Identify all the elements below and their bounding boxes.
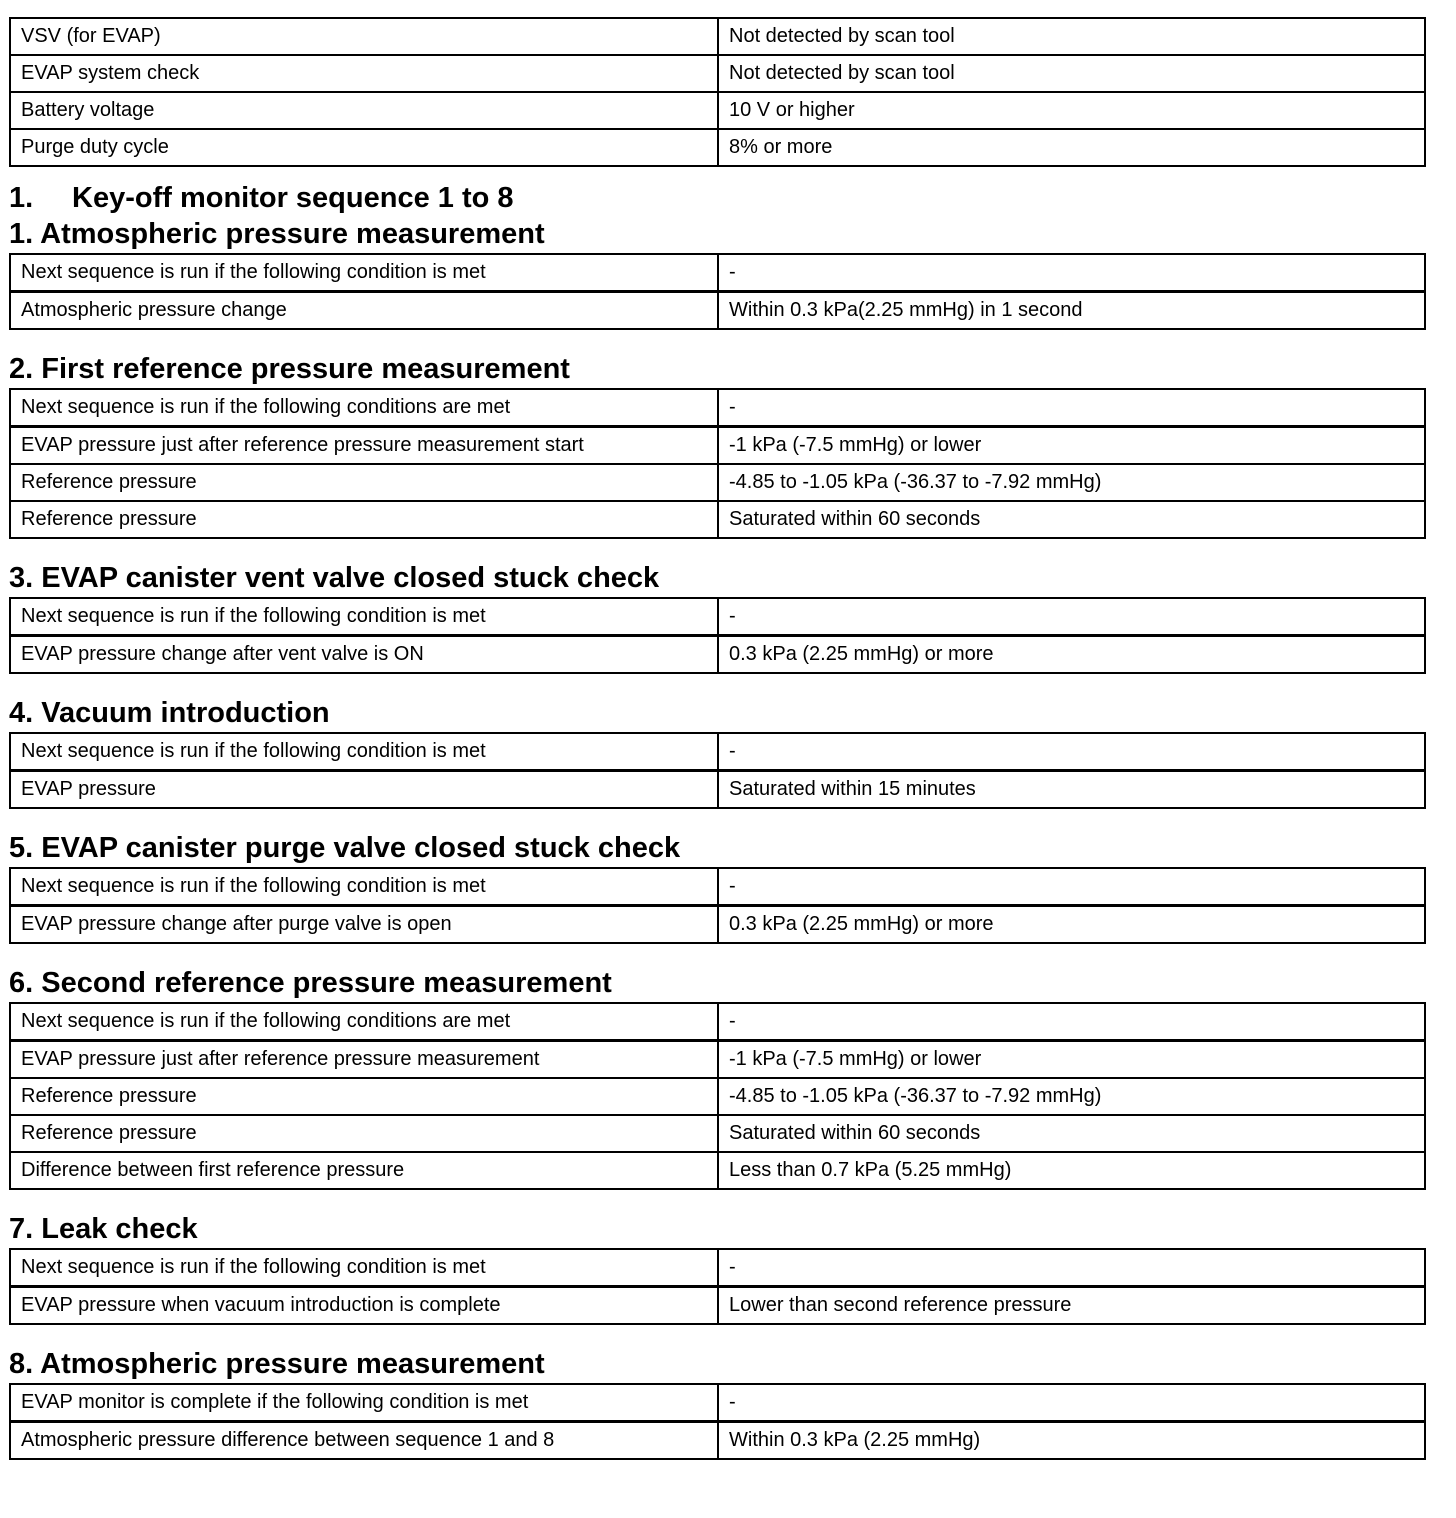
value-cell: Not detected by scan tool — [718, 55, 1425, 92]
value-cell: - — [718, 389, 1425, 427]
value-cell: Saturated within 15 minutes — [718, 771, 1425, 809]
condition-cell: EVAP system check — [10, 55, 718, 92]
condition-cell: Atmospheric pressure difference between sequence 1 and 8 — [10, 1422, 718, 1460]
table-row — [10, 771, 1425, 809]
value-cell: - — [718, 868, 1425, 906]
section-title: 3. EVAP canister vent valve closed stuck check — [9, 562, 660, 594]
section-title: 5. EVAP canister purge valve closed stuck check — [9, 832, 681, 864]
table-row — [10, 1422, 1425, 1460]
condition-cell: Reference pressure — [10, 1115, 718, 1152]
section-gap — [9, 1325, 1426, 1345]
table-row — [10, 1249, 1425, 1287]
value-cell: Less than 0.7 kPa (5.25 mmHg) — [718, 1152, 1425, 1189]
table-row — [10, 868, 1425, 906]
condition-cell: Reference pressure — [10, 501, 718, 538]
section-table — [9, 867, 1426, 944]
value-cell: - — [718, 598, 1425, 636]
condition-cell: EVAP pressure just after reference pressure measurement — [10, 1041, 718, 1079]
value-cell: -4.85 to -1.05 kPa (-36.37 to -7.92 mmHg) — [718, 1078, 1425, 1115]
section-title: 6. Second reference pressure measurement — [9, 967, 612, 999]
condition-cell: Battery voltage — [10, 92, 718, 129]
section-table — [9, 597, 1426, 674]
value-cell: - — [718, 254, 1425, 292]
condition-cell: EVAP pressure change after vent valve is ON — [10, 636, 718, 674]
section-table — [9, 253, 1426, 330]
section-table — [9, 1383, 1426, 1460]
value-cell: -4.85 to -1.05 kPa (-36.37 to -7.92 mmHg) — [718, 464, 1425, 501]
section-gap — [9, 539, 1426, 559]
section-table — [9, 732, 1426, 809]
conditions-table — [9, 17, 1426, 167]
value-cell: -1 kPa (-7.5 mmHg) or lower — [718, 1041, 1425, 1079]
main-heading-title: Key-off monitor sequence 1 to 8 — [72, 182, 514, 214]
table-row — [10, 1003, 1425, 1041]
table-row — [10, 733, 1425, 771]
section-title: 2. First reference pressure measurement — [9, 353, 570, 385]
table-row — [10, 92, 1425, 129]
condition-cell: Difference between first reference pressure — [10, 1152, 718, 1189]
value-cell: 10 V or higher — [718, 92, 1425, 129]
main-heading — [9, 181, 1426, 215]
condition-cell: Reference pressure — [10, 464, 718, 501]
condition-cell: EVAP pressure change after purge valve is open — [10, 906, 718, 944]
value-cell: - — [718, 1003, 1425, 1041]
value-cell: - — [718, 733, 1425, 771]
table-row — [10, 389, 1425, 427]
condition-cell: Next sequence is run if the following conditions are met — [10, 1003, 718, 1041]
section-title: 1. Atmospheric pressure measurement — [9, 218, 545, 250]
condition-cell: Reference pressure — [10, 1078, 718, 1115]
value-cell: - — [718, 1384, 1425, 1422]
condition-cell: Next sequence is run if the following condition is met — [10, 254, 718, 292]
main-heading-number: 1. — [9, 182, 34, 214]
table-row — [10, 1287, 1425, 1325]
section-table — [9, 1248, 1426, 1325]
section-gap — [9, 944, 1426, 964]
document-page — [9, 17, 1426, 1460]
section-title: 7. Leak check — [9, 1213, 198, 1245]
value-cell: - — [718, 1249, 1425, 1287]
table-row — [10, 598, 1425, 636]
table-row — [10, 636, 1425, 674]
condition-cell: EVAP pressure — [10, 771, 718, 809]
value-cell: Saturated within 60 seconds — [718, 501, 1425, 538]
value-cell: Not detected by scan tool — [718, 18, 1425, 55]
table-row — [10, 1115, 1425, 1152]
section-table — [9, 1002, 1426, 1190]
table-row — [10, 292, 1425, 330]
table-row — [10, 1041, 1425, 1079]
value-cell: 0.3 kPa (2.25 mmHg) or more — [718, 636, 1425, 674]
section-table — [9, 388, 1426, 539]
section-title: 4. Vacuum introduction — [9, 697, 330, 729]
sections-container — [9, 215, 1426, 1460]
value-cell: Within 0.3 kPa (2.25 mmHg) — [718, 1422, 1425, 1460]
table-row — [10, 427, 1425, 465]
table-row — [10, 1078, 1425, 1115]
section-gap — [9, 674, 1426, 694]
condition-cell: Purge duty cycle — [10, 129, 718, 166]
condition-cell: EVAP pressure just after reference pressure measurement start — [10, 427, 718, 465]
table-row — [10, 254, 1425, 292]
condition-cell: Next sequence is run if the following condition is met — [10, 868, 718, 906]
section-title: 8. Atmospheric pressure measurement — [9, 1348, 545, 1380]
table-row — [10, 1384, 1425, 1422]
condition-cell: Next sequence is run if the following condition is met — [10, 733, 718, 771]
value-cell: Within 0.3 kPa(2.25 mmHg) in 1 second — [718, 292, 1425, 330]
value-cell: Saturated within 60 seconds — [718, 1115, 1425, 1152]
table-row — [10, 129, 1425, 166]
condition-cell: Next sequence is run if the following condition is met — [10, 598, 718, 636]
section-gap — [9, 1190, 1426, 1210]
section-gap — [9, 809, 1426, 829]
condition-cell: EVAP pressure when vacuum introduction is complete — [10, 1287, 718, 1325]
condition-cell: EVAP monitor is complete if the following condition is met — [10, 1384, 718, 1422]
value-cell: Lower than second reference pressure — [718, 1287, 1425, 1325]
value-cell: 8% or more — [718, 129, 1425, 166]
table-row — [10, 906, 1425, 944]
condition-cell: Next sequence is run if the following conditions are met — [10, 389, 718, 427]
table-row — [10, 1152, 1425, 1189]
table-row — [10, 18, 1425, 55]
condition-cell: Atmospheric pressure change — [10, 292, 718, 330]
condition-cell: Next sequence is run if the following condition is met — [10, 1249, 718, 1287]
table-row — [10, 464, 1425, 501]
value-cell: -1 kPa (-7.5 mmHg) or lower — [718, 427, 1425, 465]
table-row — [10, 501, 1425, 538]
value-cell: 0.3 kPa (2.25 mmHg) or more — [718, 906, 1425, 944]
section-gap — [9, 330, 1426, 350]
condition-cell: VSV (for EVAP) — [10, 18, 718, 55]
table-row — [10, 55, 1425, 92]
